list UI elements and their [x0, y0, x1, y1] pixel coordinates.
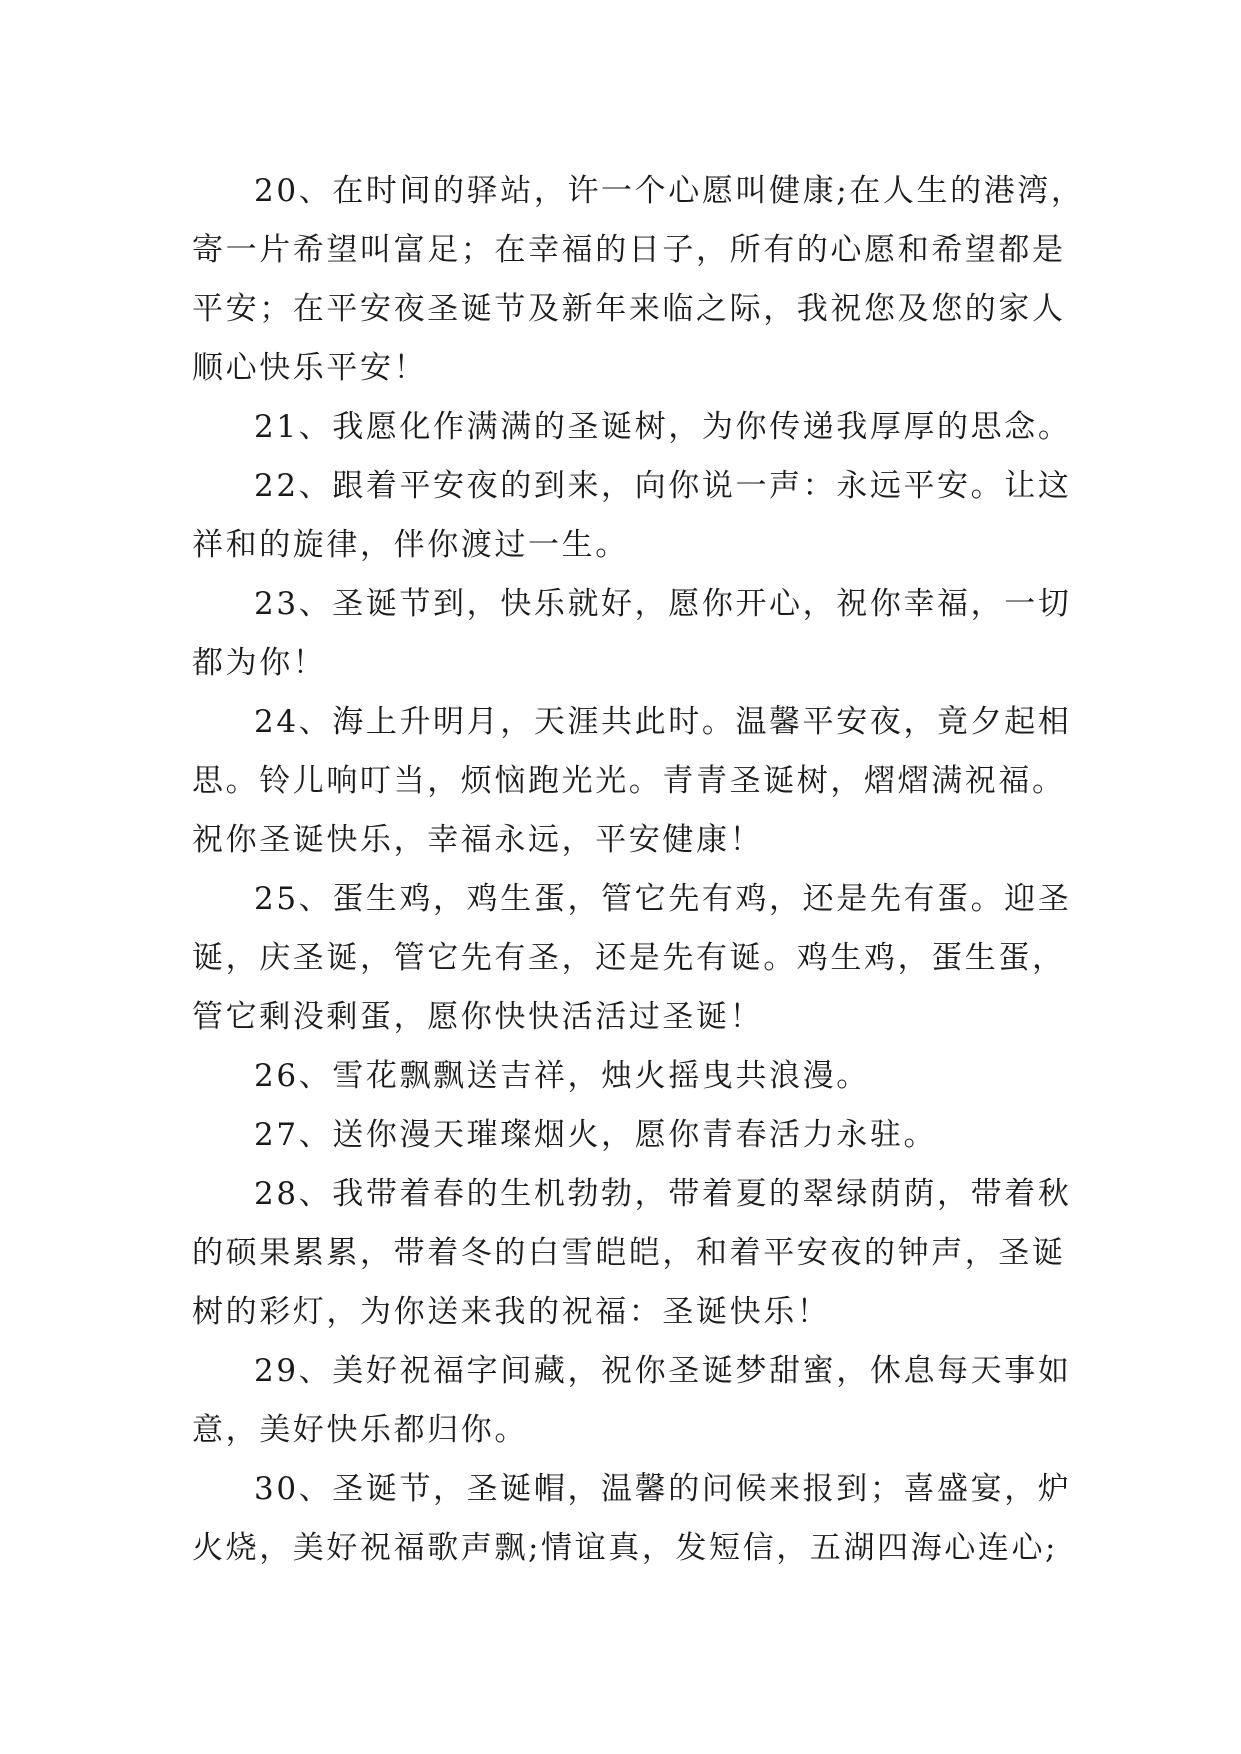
paragraph-line: 30、圣诞节，圣诞帽，温馨的问候来报到；喜盛宴，炉: [254, 1471, 1072, 1507]
paragraph-line: 27、送你漫天璀璨烟火，愿你青春活力永驻。: [254, 1117, 938, 1153]
paragraph-line: 23、圣诞节到，快乐就好，愿你开心，祝你幸福，一切: [254, 586, 1072, 622]
paragraph-line: 21、我愿化作满满的圣诞树，为你传递我厚厚的思念。: [254, 409, 1072, 445]
paragraph-line: 25、蛋生鸡，鸡生蛋，管它先有鸡，还是先有蛋。迎圣: [254, 881, 1072, 917]
paragraph-line: 平安；在平安夜圣诞节及新年来临之际，我祝您及您的家人: [192, 291, 1066, 327]
paragraph-line: 20、在时间的驿站，许一个心愿叫健康;在人生的港湾，: [254, 173, 1085, 209]
paragraph-line: 意，美好快乐都归你。: [192, 1412, 528, 1448]
document-body: [192, 162, 1085, 1578]
paragraph-line: 24、海上升明月，天涯共此时。温馨平安夜，竟夕起相: [254, 704, 1072, 740]
paragraph-line: 火烧，美好祝福歌声飘;情谊真，发短信，五湖四海心连心;: [192, 1530, 1059, 1566]
paragraph-line: 管它剩没剩蛋，愿你快快活活过圣诞！: [192, 999, 764, 1035]
paragraph-line: 22、跟着平安夜的到来，向你说一声：永远平安。让这: [254, 468, 1072, 504]
paragraph-line: 诞，庆圣诞，管它先有圣，还是先有诞。鸡生鸡，蛋生蛋，: [192, 940, 1066, 976]
paragraph-line: 26、雪花飘飘送吉祥，烛火摇曳共浪漫。: [254, 1058, 870, 1094]
paragraph-line: 思。铃儿响叮当，烦恼跑光光。青青圣诞树，熠熠满祝福。: [192, 763, 1066, 799]
paragraph-line: 树的彩灯，为你送来我的祝福：圣诞快乐！: [192, 1294, 831, 1330]
paragraph-line: 祥和的旋律，伴你渡过一生。: [192, 527, 629, 563]
paragraph-line: 祝你圣诞快乐，幸福永远，平安健康！: [192, 822, 764, 858]
paragraph-line: 的硕果累累，带着冬的白雪皑皑，和着平安夜的钟声，圣诞: [192, 1235, 1066, 1271]
paragraph-line: 都为你！: [192, 645, 327, 681]
paragraph-line: 顺心快乐平安！: [192, 350, 428, 386]
paragraph-line: 28、我带着春的生机勃勃，带着夏的翠绿荫荫，带着秋: [254, 1176, 1072, 1212]
paragraph-line: 29、美好祝福字间藏，祝你圣诞梦甜蜜，休息每天事如: [254, 1353, 1072, 1389]
paragraph-line: 寄一片希望叫富足；在幸福的日子，所有的心愿和希望都是: [192, 232, 1066, 268]
